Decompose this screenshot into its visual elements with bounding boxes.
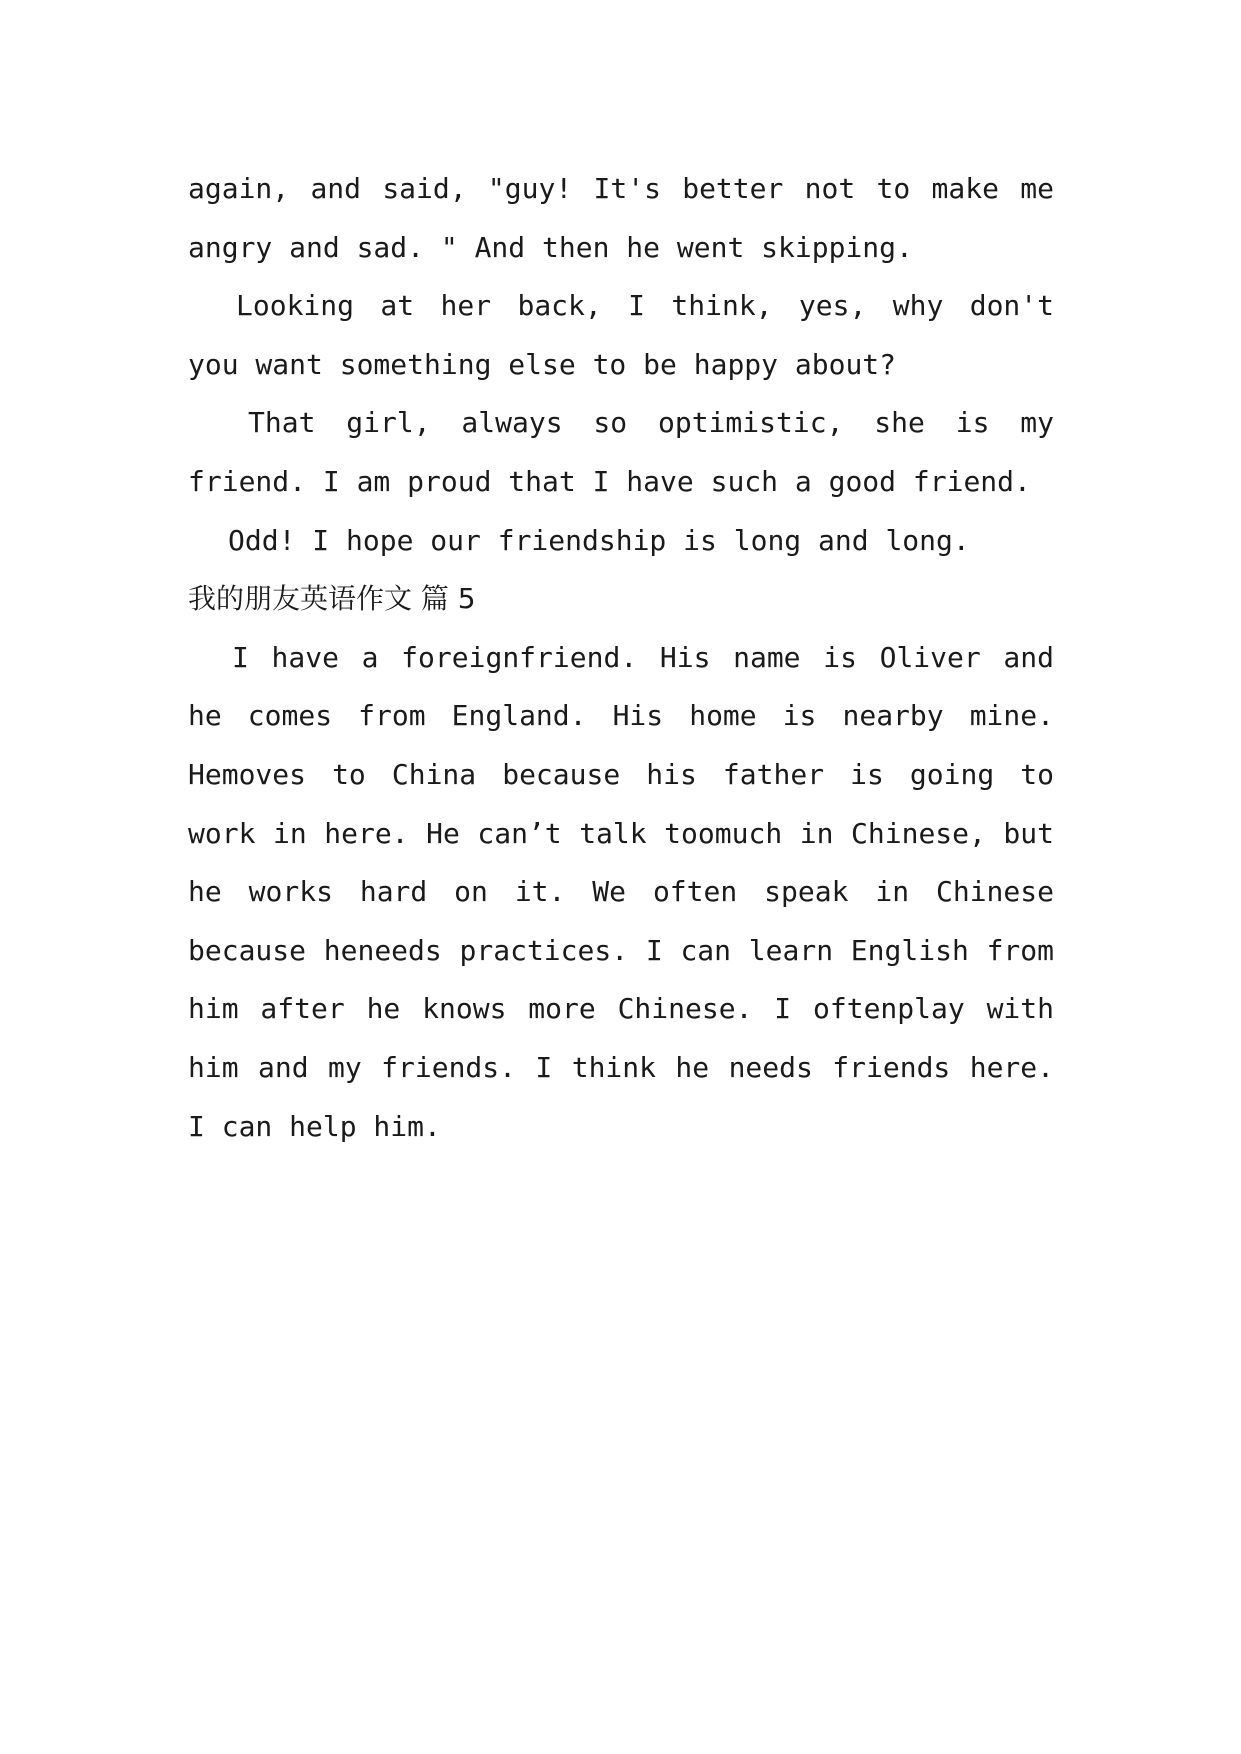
text-line: him after he knows more Chinese. I oftenplay with [188, 992, 1054, 1026]
text-line: him and my friends. I think he needs friends here. [188, 1050, 1054, 1084]
text-line: again, and said, "guy! It's better not to make me [188, 172, 1054, 205]
text-line: he works hard on it. We often speak in Chinese [188, 875, 1054, 909]
text-line: angry and sad. " And then he went skipping. [188, 230, 913, 264]
paragraph-line: That girl, always so optimistic, she is my [248, 406, 1054, 440]
text-line: Hemoves to China because his father is going to [188, 757, 1054, 791]
text-line: work in here. He can’t talk toomuch in Chinese, but [188, 816, 1054, 850]
text-line: because heneeds practices. I can learn English from [188, 933, 1054, 967]
paragraph-line: Odd! I hope our friendship is long and long. [228, 523, 970, 557]
paragraph-line: Looking at her back, I think, yes, why don't [236, 289, 1054, 323]
section-heading: 我的朋友英语作文 篇 5 [188, 582, 476, 616]
text-line: you want something else to be happy about? [188, 347, 897, 381]
essay-text [188, 160, 1054, 1156]
text-line: he comes from England. His home is nearby mine. [188, 699, 1054, 733]
paragraph-line: I have a foreignfriend. His name is Oliver and [232, 640, 1054, 674]
text-line: I can help him. [188, 1109, 441, 1143]
text-line: friend. I am proud that I have such a good friend. [188, 464, 1031, 498]
